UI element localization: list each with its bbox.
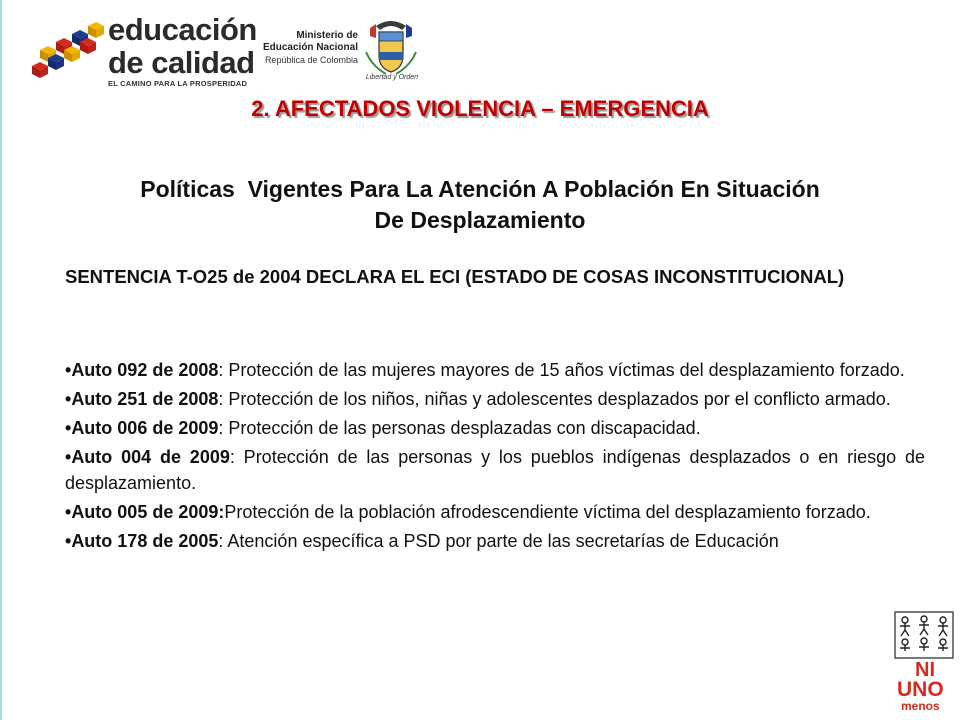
crest-motto: Libertad y Orden	[365, 74, 419, 81]
auto-description: : Protección de los niños, niñas y adolescentes desplazados por el conflicto armado.	[218, 389, 891, 409]
auto-description: : Protección de las personas y los pueblos indígenas desplazados o en riesgo de desplazamiento.	[65, 447, 925, 493]
auto-description: : Protección de las mujeres mayores de 15 años víctimas del desplazamiento forzado.	[218, 360, 905, 380]
bullet-glyph: •	[65, 531, 72, 551]
bullet-glyph: •	[65, 502, 72, 522]
list-item	[65, 499, 925, 525]
list-item	[65, 444, 925, 496]
auto-description: : Protección de las personas desplazadas con discapacidad.	[218, 418, 701, 438]
logo-tagline: EL CAMINO PARA LA PROSPERIDAD	[108, 79, 248, 88]
logo-line-de-calidad: de calidad	[108, 45, 255, 80]
bullet-glyph: •	[65, 418, 72, 438]
auto-reference: Auto 004 de 2009	[71, 447, 230, 467]
auto-description: Protección de la población afrodescendiente víctima del desplazamiento forzado.	[224, 502, 871, 522]
logo-line-educacion: educación	[108, 12, 257, 47]
ministry-line-2: Educación Nacional	[262, 42, 358, 53]
sentencia-heading: SENTENCIA T-O25 de 2004 DECLARA EL ECI (ESTADO DE COSAS INCONSTITUCIONAL)	[65, 266, 845, 287]
autos-list	[65, 357, 925, 557]
auto-description: : Atención específica a PSD por parte de las secretarías de Educación	[218, 531, 779, 551]
logo-word-menos: menos	[901, 699, 940, 713]
slide-title: 2. AFECTADOS VIOLENCIA – EMERGENCIA	[251, 96, 709, 121]
auto-reference: Auto 251 de 2008	[71, 389, 219, 409]
logo-word-uno: UNO	[897, 678, 944, 701]
list-item	[65, 357, 925, 383]
slide-subtitle	[40, 174, 920, 236]
list-item	[65, 386, 925, 412]
logo-word-ni: NI	[915, 659, 935, 681]
educacion-logo-wordmark	[108, 14, 257, 88]
subtitle-line-1: Políticas Vigentes Para La Atención A Población En Situación	[140, 176, 820, 202]
auto-reference: Auto 006 de 2009	[71, 418, 219, 438]
auto-reference: Auto 092 de 2008	[71, 360, 219, 380]
educacion-cubes-logo-icon	[30, 20, 106, 84]
auto-reference: Auto 178 de 2005	[71, 531, 219, 551]
list-item	[65, 528, 925, 554]
ministry-line-1: Ministerio de	[296, 30, 358, 41]
subtitle-line-2: De Desplazamiento	[374, 207, 586, 233]
bullet-glyph: •	[65, 360, 72, 380]
ni-uno-menos-logo-icon	[893, 610, 955, 714]
bullet-glyph: •	[65, 447, 72, 467]
ministry-label	[258, 30, 358, 66]
list-item	[65, 415, 925, 441]
auto-reference: Auto 005 de 2009:	[71, 502, 225, 522]
bullet-glyph: •	[65, 389, 72, 409]
ministry-line-3: República de Colombia	[264, 55, 358, 65]
